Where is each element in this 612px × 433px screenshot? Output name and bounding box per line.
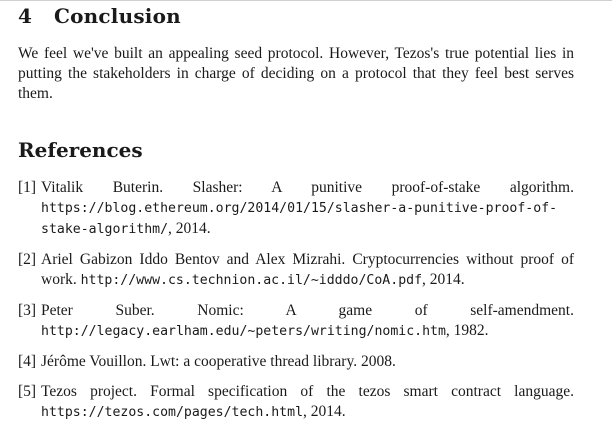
reference-tail: , 2014. (422, 271, 465, 288)
reference-list (18, 178, 574, 423)
section-heading (18, 4, 574, 28)
reference-label: [5] (18, 383, 37, 400)
reference-label: [2] (18, 251, 37, 268)
reference-item (18, 178, 574, 240)
section-title: Conclusion (54, 4, 181, 28)
reference-item (18, 250, 574, 291)
reference-url[interactable]: https://blog.ethereum.org/2014/01/15/slasher-a-punitive-proof-of-stake-algorithm/ (41, 201, 558, 237)
reference-item (18, 301, 574, 342)
reference-url[interactable]: https://tezos.com/pages/tech.html (41, 405, 304, 420)
reference-item (18, 382, 574, 423)
paper-page (18, 0, 574, 433)
reference-text: Peter Suber. Nomic: A game of self-amendment. (41, 302, 574, 319)
section-number: 4 (18, 4, 33, 28)
reference-tail: , 2014. (168, 220, 211, 237)
reference-label: [1] (18, 179, 37, 196)
reference-text: Jérôme Vouillon. Lwt: a cooperative thread library. 2008. (41, 353, 396, 370)
reference-tail: , 1982. (445, 322, 489, 339)
reference-item (18, 352, 574, 372)
reference-text: Ariel Gabizon Iddo Bentov and Alex Mizrahi. Cryptocurrencies without proof of work. (41, 251, 574, 288)
reference-text: Tezos project. Formal specification of the tezos smart contract language. (41, 383, 574, 400)
conclusion-paragraph: We feel we've built an appealing seed protocol. However, Tezos's true potential lies in putting the stakeholders in charge of deciding on a protocol that they feel best serves them. (18, 45, 574, 102)
reference-url[interactable]: http://legacy.earlham.edu/~peters/writing/nomic.htm (41, 324, 446, 339)
reference-label: [3] (18, 302, 37, 319)
reference-text: Vitalik Buterin. Slasher: A punitive proof-of-stake algorithm. (41, 179, 574, 196)
reference-url[interactable]: http://www.cs.technion.ac.il/~idddo/CoA.pdf (80, 273, 423, 288)
reference-label: [4] (18, 353, 37, 370)
references-heading: References (18, 138, 143, 162)
reference-tail: , 2014. (303, 403, 346, 420)
